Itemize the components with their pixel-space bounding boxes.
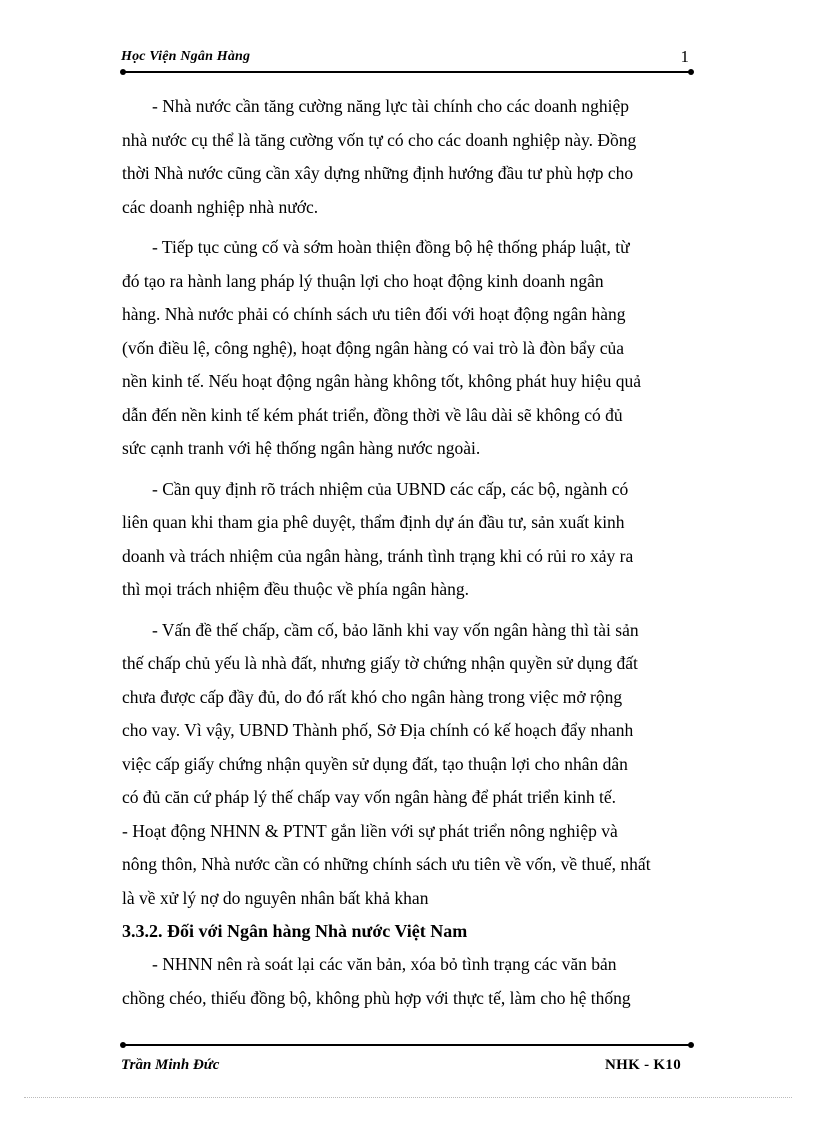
document-body <box>122 90 702 1015</box>
text-line: - Tiếp tục củng cố và sớm hoàn thiện đồng bộ hệ thống pháp luật, từ <box>152 237 630 257</box>
text-line: thì mọi trách nhiệm đều thuộc về phía ngân hàng. <box>122 579 469 599</box>
text-line: - Hoạt động NHNN & PTNT gắn liền với sự phát triển nông nghiệp và <box>122 820 618 841</box>
paragraph-4 <box>122 614 702 815</box>
paragraph-2 <box>122 231 702 466</box>
text-line: việc cấp giấy chứng nhận quyền sử dụng đất, tạo thuận lợi cho nhân dân <box>122 753 628 774</box>
text-line: - NHNN nên rà soát lại các văn bản, xóa bỏ tình trạng các văn bản <box>152 954 617 974</box>
text-line: thời Nhà nước cũng cần xây dựng những định hướng đầu tư phù hợp cho <box>122 163 634 183</box>
section-paragraph <box>122 948 702 1015</box>
text-line: nhà nước cụ thể là tăng cường vốn tự có cho các doanh nghiệp này. Đồng <box>122 129 637 150</box>
text-line: nông thôn, Nhà nước cần có những chính sách ưu tiên về vốn, về thuế, nhất <box>122 854 651 874</box>
page-footer <box>121 1057 693 1079</box>
text-line: cho vay. Vì vậy, UBND Thành phố, Sở Địa chính có kế hoạch đẩy nhanh <box>122 720 634 740</box>
page-header <box>121 47 693 69</box>
footer-author: Trần Minh Đức <box>121 1057 220 1073</box>
text-line: - Nhà nước cần tăng cường năng lực tài chính cho các doanh nghiệp <box>152 96 630 116</box>
text-line: đó tạo ra hành lang pháp lý thuận lợi cho hoạt động kinh doanh ngân <box>122 270 604 291</box>
page-edge <box>24 1097 792 1098</box>
text-line: hàng. Nhà nước phải có chính sách ưu tiên đối với hoạt động ngân hàng <box>122 304 626 324</box>
text-line: chưa được cấp đầy đủ, do đó rất khó cho ngân hàng trong việc mở rộng <box>122 686 623 707</box>
text-line: - Vấn đề thế chấp, cầm cố, bảo lãnh khi vay vốn ngân hàng thì tài sản <box>152 619 639 640</box>
text-line: là về xử lý nợ do nguyên nhân bất khả khan <box>122 887 429 908</box>
paragraph-1 <box>122 90 702 224</box>
text-line: - Cần quy định rõ trách nhiệm của UBND các cấp, các bộ, ngành có <box>152 478 629 499</box>
header-rule <box>123 71 691 73</box>
text-line: thế chấp chủ yếu là nhà đất, nhưng giấy tờ chứng nhận quyền sử dụng đất <box>122 653 638 673</box>
text-line: doanh và trách nhiệm của ngân hàng, tránh tình trạng khi có rủi ro xảy ra <box>122 545 634 566</box>
text-line: dẫn đến nền kinh tế kém phát triển, đồng thời về lâu dài sẽ không có đủ <box>122 404 623 425</box>
header-title: Học Viện Ngân Hàng <box>121 49 251 64</box>
footer-rule <box>123 1044 691 1046</box>
text-line: sức cạnh tranh với hệ thống ngân hàng nước ngoài. <box>122 438 481 458</box>
text-line: chồng chéo, thiếu đồng bộ, không phù hợp với thực tế, làm cho hệ thống <box>122 987 631 1008</box>
text-line: (vốn điều lệ, công nghệ), hoạt động ngân hàng có vai trò là đòn bẩy của <box>122 337 625 358</box>
text-line: liên quan khi tham gia phê duyệt, thẩm định dự án đầu tư, sản xuất kinh <box>122 512 625 532</box>
page-number: 1 <box>680 47 689 66</box>
footer-course: NHK - K10 <box>604 1057 681 1073</box>
text-line: nền kinh tế. Nếu hoạt động ngân hàng không tốt, không phát huy hiệu quả <box>122 371 642 391</box>
paragraph-3 <box>122 473 702 607</box>
text-line: các doanh nghiệp nhà nước. <box>122 196 319 217</box>
text-line: có đủ căn cứ pháp lý thế chấp vay vốn ngân hàng để phát triển kinh tế. <box>122 787 616 807</box>
section-heading: 3.3.2. Đối với Ngân hàng Nhà nước Việt Nam <box>122 921 468 941</box>
paragraph-5 <box>122 815 702 916</box>
